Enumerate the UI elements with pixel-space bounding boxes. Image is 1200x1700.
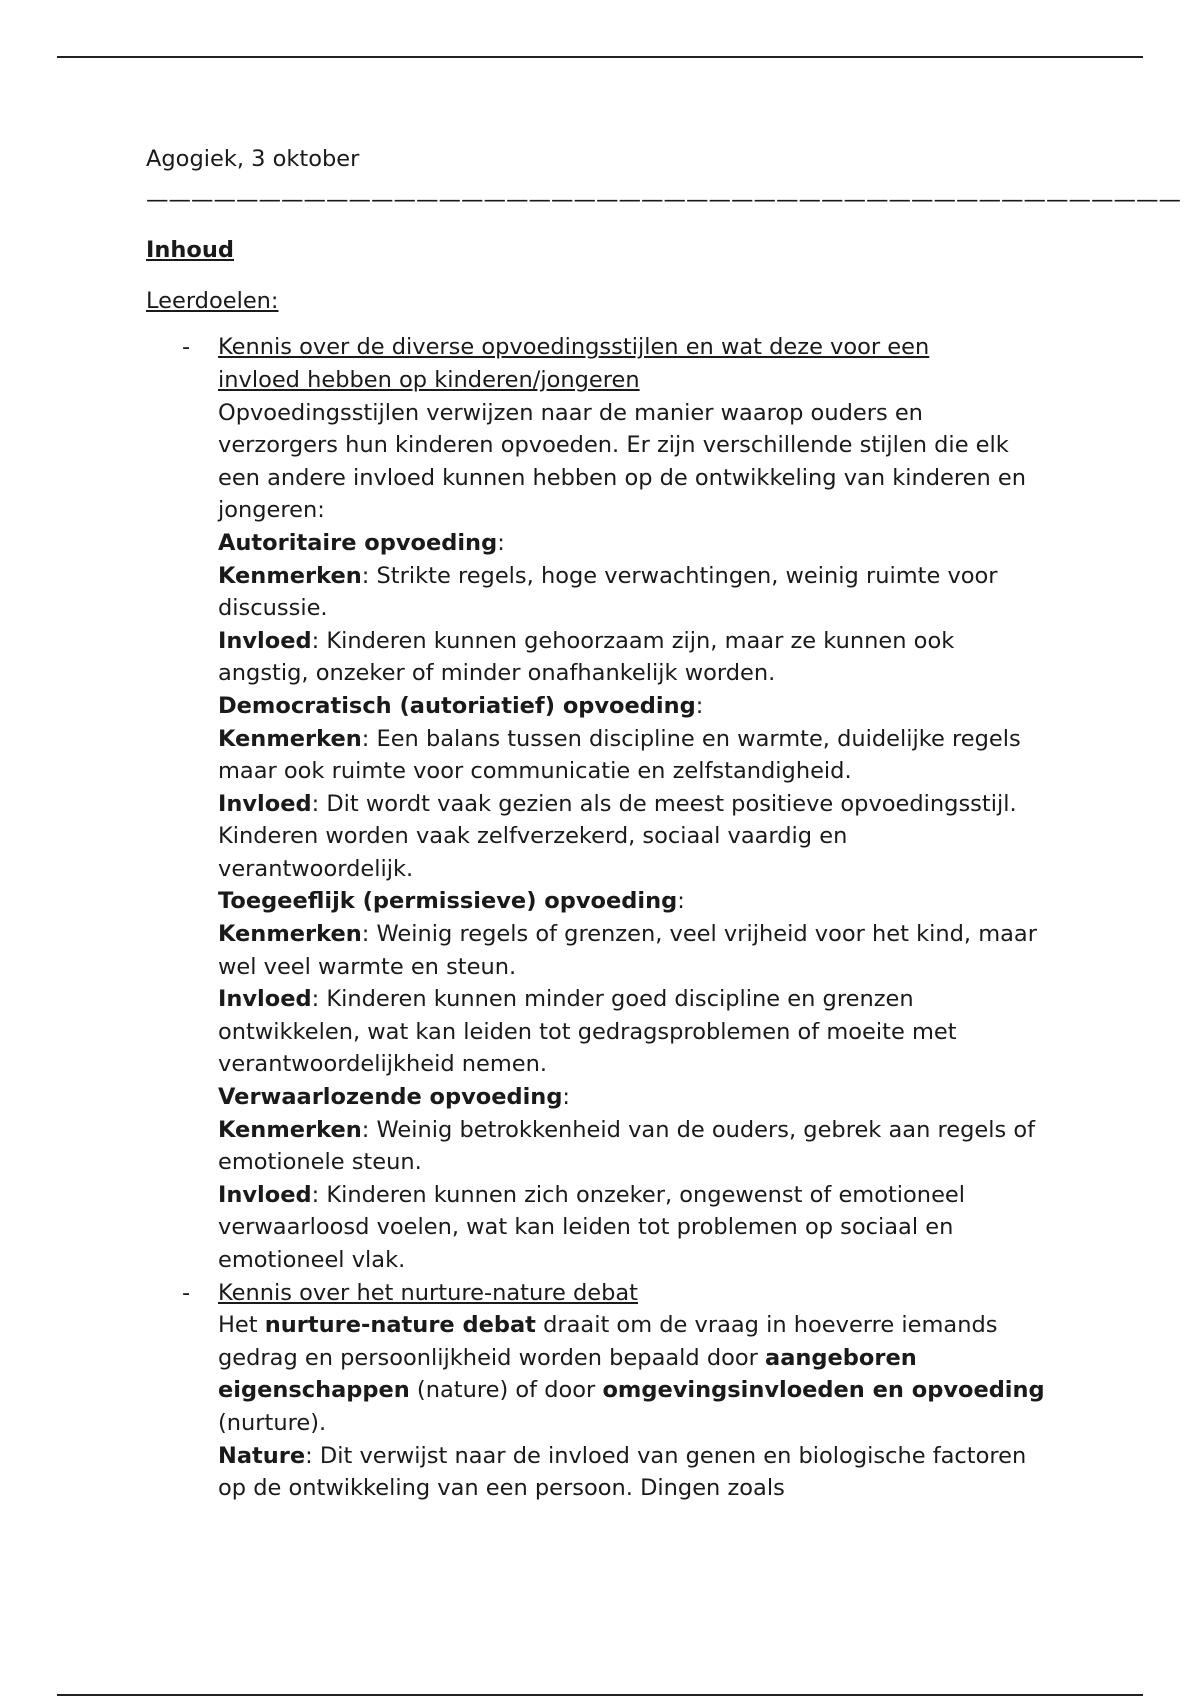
learning-goal-title: Kennis over het nurture-nature debat xyxy=(218,1279,638,1306)
nature-text: : Dit verwijst naar de invloed van genen en biologische factoren op de ontwikkeling van een persoon. Dingen zoals xyxy=(218,1442,1027,1502)
colon: : xyxy=(677,888,685,915)
section-heading: Inhoud xyxy=(146,237,234,264)
invloed-text: : Dit wordt vaak gezien als de meest positieve opvoedingsstijl. Kinderen worden vaak zelfverzekerd, sociaal vaardig en verantwoordelijk. xyxy=(218,790,1017,882)
text-run: Het xyxy=(218,1312,265,1339)
text-run: (nurture). xyxy=(218,1409,327,1436)
learning-goal-item xyxy=(146,1277,1046,1505)
kenmerken-text: : Een balans tussen discipline en warmte, duidelijke regels maar ook ruimte voor communicatie en zelfstandigheid. xyxy=(218,725,1021,785)
bullet-dash: - xyxy=(182,334,191,361)
learning-goal-title: Kennis over de diverse opvoedingsstijlen en wat deze voor een invloed hebben op kinderen/jongeren xyxy=(218,334,930,393)
colon: : xyxy=(497,529,505,556)
nature-paragraph xyxy=(218,1440,1048,1505)
invloed-label: Invloed xyxy=(218,1181,312,1208)
bold-term: nurture-nature debat xyxy=(264,1312,536,1339)
style-heading xyxy=(218,527,1048,560)
style-name: Democratisch (autoriatief) opvoeding xyxy=(218,692,696,719)
kenmerken-label: Kenmerken xyxy=(218,725,362,752)
nature-label: Nature xyxy=(218,1442,306,1469)
invloed-text: : Kinderen kunnen minder goed discipline en grenzen ontwikkelen, wat kan leiden tot gedragsproblemen of moeite met verantwoordelijkheid nemen. xyxy=(218,986,957,1078)
invloed-label: Invloed xyxy=(218,627,312,654)
style-invloed xyxy=(218,625,1048,690)
kenmerken-label: Kenmerken xyxy=(218,921,362,948)
separator-dashes: —————————————————————————————————————————————— xyxy=(146,186,1181,213)
style-kenmerken xyxy=(218,560,1048,625)
style-invloed xyxy=(218,1179,1048,1277)
style-invloed xyxy=(218,788,1048,886)
bullet-dash: - xyxy=(182,1279,191,1306)
document-body xyxy=(146,143,1181,1505)
invloed-label: Invloed xyxy=(218,986,312,1013)
nurture-nature-paragraph xyxy=(218,1309,1048,1439)
kenmerken-text: : Weinig betrokkenheid van de ouders, gebrek aan regels of emotionele steun. xyxy=(218,1116,1036,1176)
learning-goal-item xyxy=(146,331,1046,1276)
style-kenmerken xyxy=(218,1114,1048,1179)
page-bottom-rule xyxy=(57,1694,1143,1696)
style-kenmerken xyxy=(218,723,1048,788)
bold-term: omgevingsinvloeden en opvoeding xyxy=(602,1377,1045,1404)
invloed-text: : Kinderen kunnen gehoorzaam zijn, maar ze kunnen ook angstig, onzeker of minder onafhankelijk worden. xyxy=(218,627,955,687)
style-heading xyxy=(218,690,1048,723)
page-top-rule xyxy=(57,56,1143,58)
colon: : xyxy=(695,692,704,719)
colon: : xyxy=(562,1084,571,1111)
kenmerken-label: Kenmerken xyxy=(218,562,362,589)
style-kenmerken xyxy=(218,918,1048,983)
style-name: Toegeeflijk (permissieve) opvoeding xyxy=(218,888,678,915)
text-run: draait om de vraag in hoeverre iemands gedrag en persoonlijkheid worden bepaald door xyxy=(218,1312,998,1371)
style-invloed xyxy=(218,983,1048,1081)
text-run: (nature) of door xyxy=(409,1377,603,1404)
style-name: Verwaarlozende opvoeding xyxy=(218,1084,563,1111)
style-heading xyxy=(218,885,1048,918)
invloed-text: : Kinderen kunnen zich onzeker, ongewenst of emotioneel verwaarloosd voelen, wat kan leiden tot problemen op sociaal en emotioneel vlak. xyxy=(218,1181,966,1273)
date-line: Agogiek, 3 oktober xyxy=(146,146,360,172)
kenmerken-label: Kenmerken xyxy=(218,1116,362,1143)
bold-term: aangeboren eigenschappen xyxy=(218,1344,917,1404)
intro-paragraph: Opvoedingsstijlen verwijzen naar de manier waarop ouders en verzorgers hun kinderen opvoeden. Er zijn verschillende stijlen die elk een andere invloed kunnen hebben op de ontwikkeling van kinderen en jongeren: xyxy=(218,399,1027,524)
invloed-label: Invloed xyxy=(218,790,312,817)
learning-goals-label: Leerdoelen: xyxy=(146,287,279,314)
style-name: Autoritaire opvoeding xyxy=(218,529,498,556)
style-heading xyxy=(218,1081,1048,1114)
kenmerken-text: : Weinig regels of grenzen, veel vrijheid voor het kind, maar wel veel warmte en steun. xyxy=(218,921,1037,980)
kenmerken-text: : Strikte regels, hoge verwachtingen, weinig ruimte voor discussie. xyxy=(218,562,998,622)
